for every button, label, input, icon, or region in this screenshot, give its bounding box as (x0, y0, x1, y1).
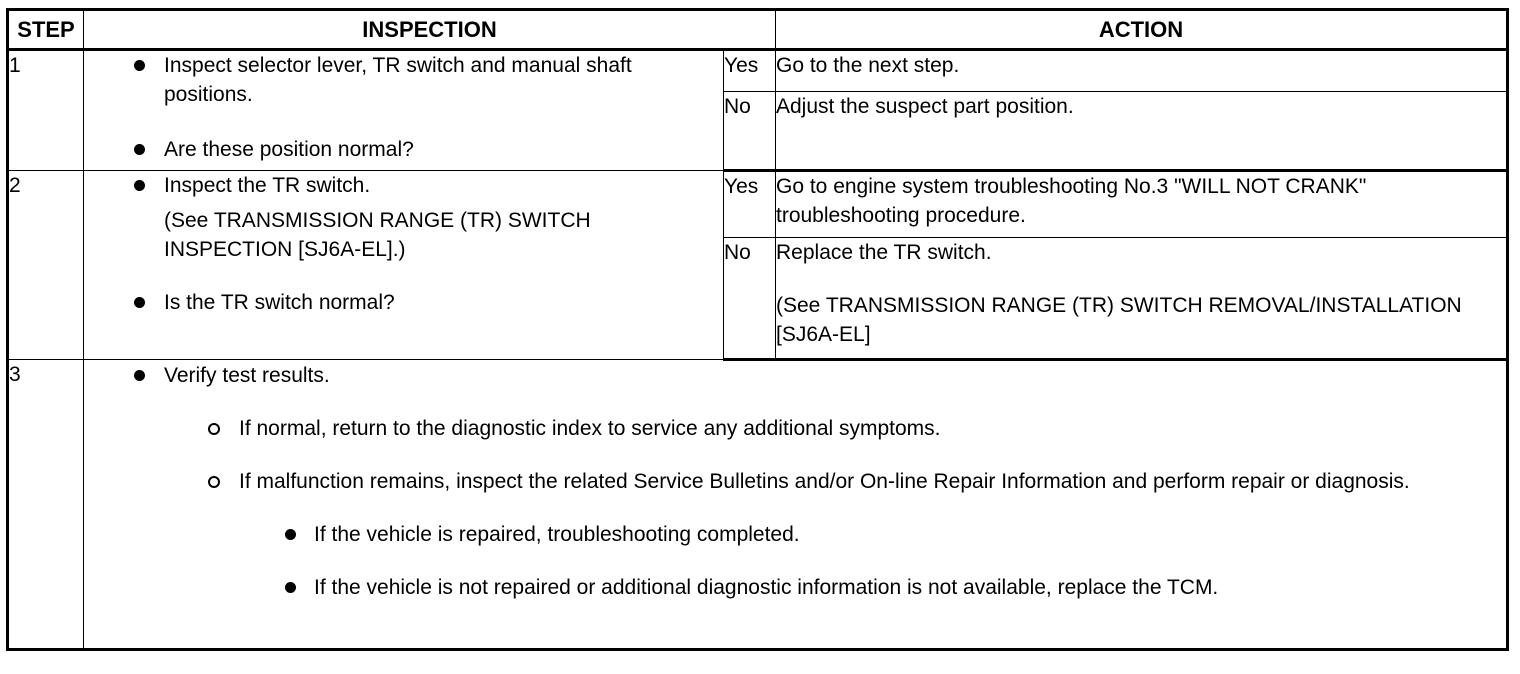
step2-row-yes (8, 171, 1508, 238)
step2-yes-action: Go to engine system troubleshooting No.3 "WILL NOT CRANK" troubleshooting procedure. (776, 171, 1508, 238)
step3-bullet1: Verify test results. (84, 361, 1506, 390)
step1-inspection (84, 50, 724, 171)
step2-number: 2 (8, 171, 84, 360)
step3-subsub2: If the vehicle is not repaired or additional diagnostic information is not available, replace the TCM. (84, 573, 1506, 602)
step2-no-note: (See TRANSMISSION RANGE (TR) SWITCH REMOVAL/INSTALLATION [SJ6A-EL] (776, 294, 1462, 346)
step3-subsub1: If the vehicle is repaired, troubleshooting completed. (84, 520, 1506, 549)
step3-sub2: If malfunction remains, inspect the related Service Bulletins and/or On-line Repair Information and perform repair or diagnosis. (84, 467, 1506, 496)
diagnostic-table (6, 8, 1509, 651)
step3-row (8, 360, 1508, 650)
step2-bullet2: Is the TR switch normal? (84, 288, 723, 317)
step1-no-label: No (724, 91, 776, 170)
step1-no-action: Adjust the suspect part position. (776, 91, 1508, 170)
step2-note: (See TRANSMISSION RANGE (TR) SWITCH INSPECTION [SJ6A-EL].) (164, 209, 591, 261)
step2-no-action: Replace the TR switch. (776, 241, 992, 264)
step3-number: 3 (8, 360, 84, 650)
step1-bullet2: Are these position normal? (84, 135, 723, 164)
step2-no-label: No (724, 238, 776, 360)
step2-bullet1: Inspect the TR switch. (84, 171, 723, 200)
step1-yes-label: Yes (724, 50, 776, 92)
action-header: ACTION (776, 10, 1508, 50)
step3-inspection (84, 360, 1508, 650)
step1-row-yes (8, 50, 1508, 92)
step3-sub1: If normal, return to the diagnostic index to service any additional symptoms. (84, 414, 1506, 443)
step1-bullet1: Inspect selector lever, TR switch and manual shaft positions. (84, 51, 723, 109)
inspection-header: INSPECTION (84, 10, 776, 50)
step2-no-action-cell (776, 238, 1508, 360)
step2-yes-label: Yes (724, 171, 776, 238)
step-header: STEP (8, 10, 84, 50)
header-row (8, 10, 1508, 50)
step1-number: 1 (8, 50, 84, 171)
step1-yes-action: Go to the next step. (776, 50, 1508, 92)
step2-inspection (84, 171, 724, 360)
